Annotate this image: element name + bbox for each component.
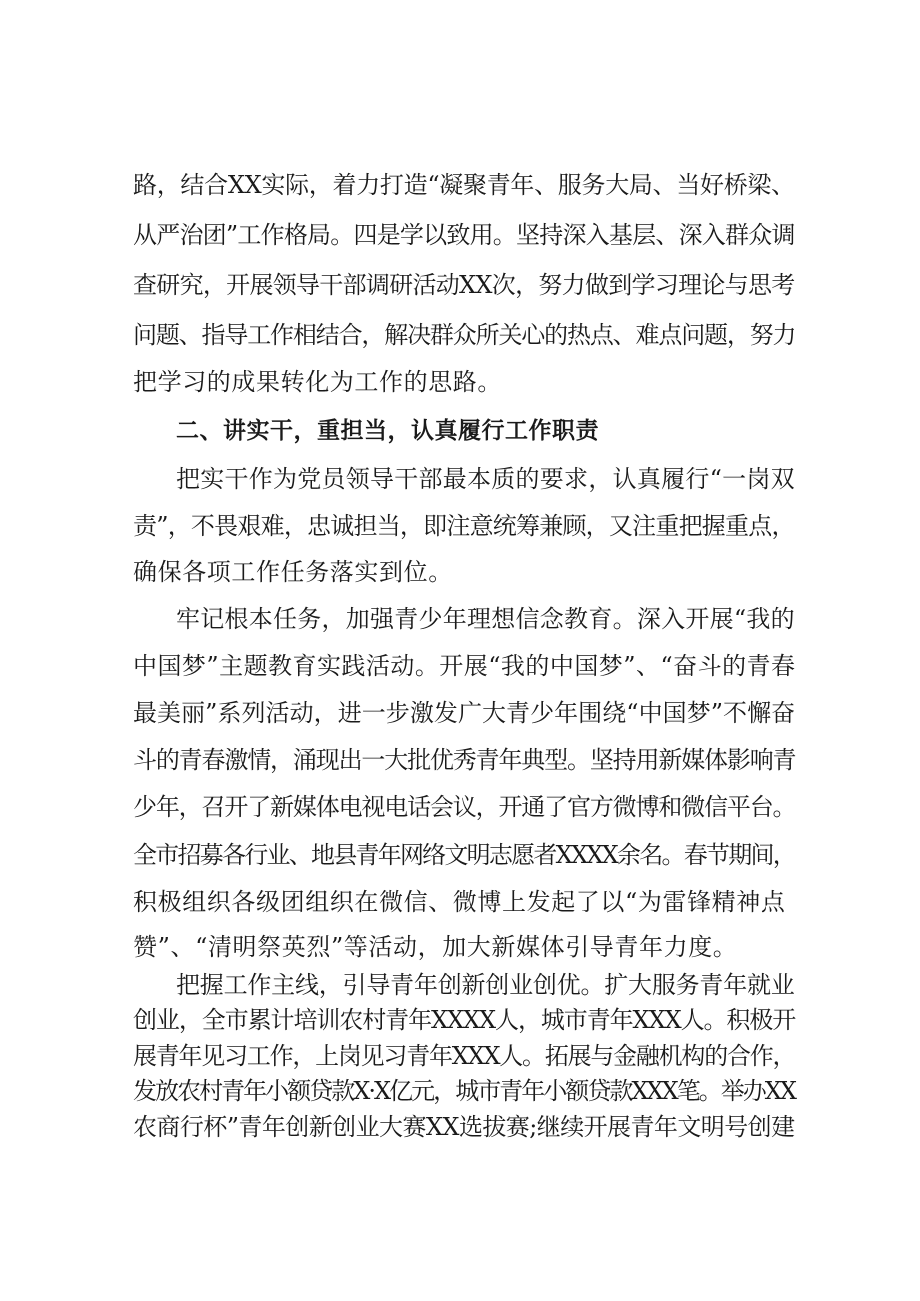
text-line: 积极组织各级团组织在微信、微博上发起了以“为雷锋精神点 <box>133 888 786 916</box>
text-line: 创业，全市累计培训农村青年XXXX人，城市青年XXX人。积极开 <box>133 1006 796 1034</box>
text-line: 牢记根本任务，加强青少年理想信念教育。深入开展“我的 <box>176 605 795 633</box>
text-line: 赞”、“清明祭英烈”等活动，加大新媒体引导青年力度。 <box>133 933 738 961</box>
text-line: 确保各项工作任务落实到位。 <box>133 558 453 586</box>
text-line: 农商行杯”青年创新创业大赛XX选拔赛;继续开展青年文明号创建 <box>133 1113 795 1141</box>
text-line: 展青年见习工作，上岗见习青年XXX人。拓展与金融机构的合作， <box>133 1042 796 1070</box>
text-line: 斗的青春激情，涌现出一大批优秀青年典型。坚持用新媒体影响青 <box>133 746 796 774</box>
text-line: 少年，召开了新媒体电视电话会议，开通了官方微博和微信平台。 <box>133 793 796 821</box>
text-line: 全市招募各行业、地县青年网络文明志愿者XXXX余名。春节期间， <box>133 841 795 869</box>
text-line: 查研究，开展领导干部调研活动XX次，努力做到学习理论与思考 <box>133 271 795 299</box>
text-line: 把握工作主线，引导青年创新创业创优。扩大服务青年就业 <box>176 971 795 999</box>
text-line: 中国梦”主题教育实践活动。开展“我的中国梦”、“奋斗的青春 <box>133 652 796 680</box>
section-heading: 二、讲实干，重担当，认真履行工作职责 <box>176 418 599 444</box>
text-line: 发放农村青年小额贷款X·X亿元，城市青年小额贷款XXX笔。举办XX <box>133 1077 796 1105</box>
text-line: 最美丽”系列活动，进一步激发广大青少年围绕“中国梦”不懈奋 <box>133 699 796 727</box>
text-line: 责”，不畏艰难，忠诚担当，即注意统筹兼顾，又注重把握重点， <box>133 512 795 540</box>
text-line: 把学习的成果转化为工作的思路。 <box>133 368 502 396</box>
text-line: 路，结合XX实际，着力打造“凝聚青年、服务大局、当好桥梁、 <box>133 171 795 199</box>
text-line: 把实干作为党员领导干部最本质的要求，认真履行“一岗双 <box>176 465 795 493</box>
text-line: 问题、指导工作相结合，解决群众所关心的热点、难点问题，努力 <box>133 321 796 349</box>
text-line: 从严治团”工作格局。四是学以致用。坚持深入基层、深入群众调 <box>133 221 795 249</box>
